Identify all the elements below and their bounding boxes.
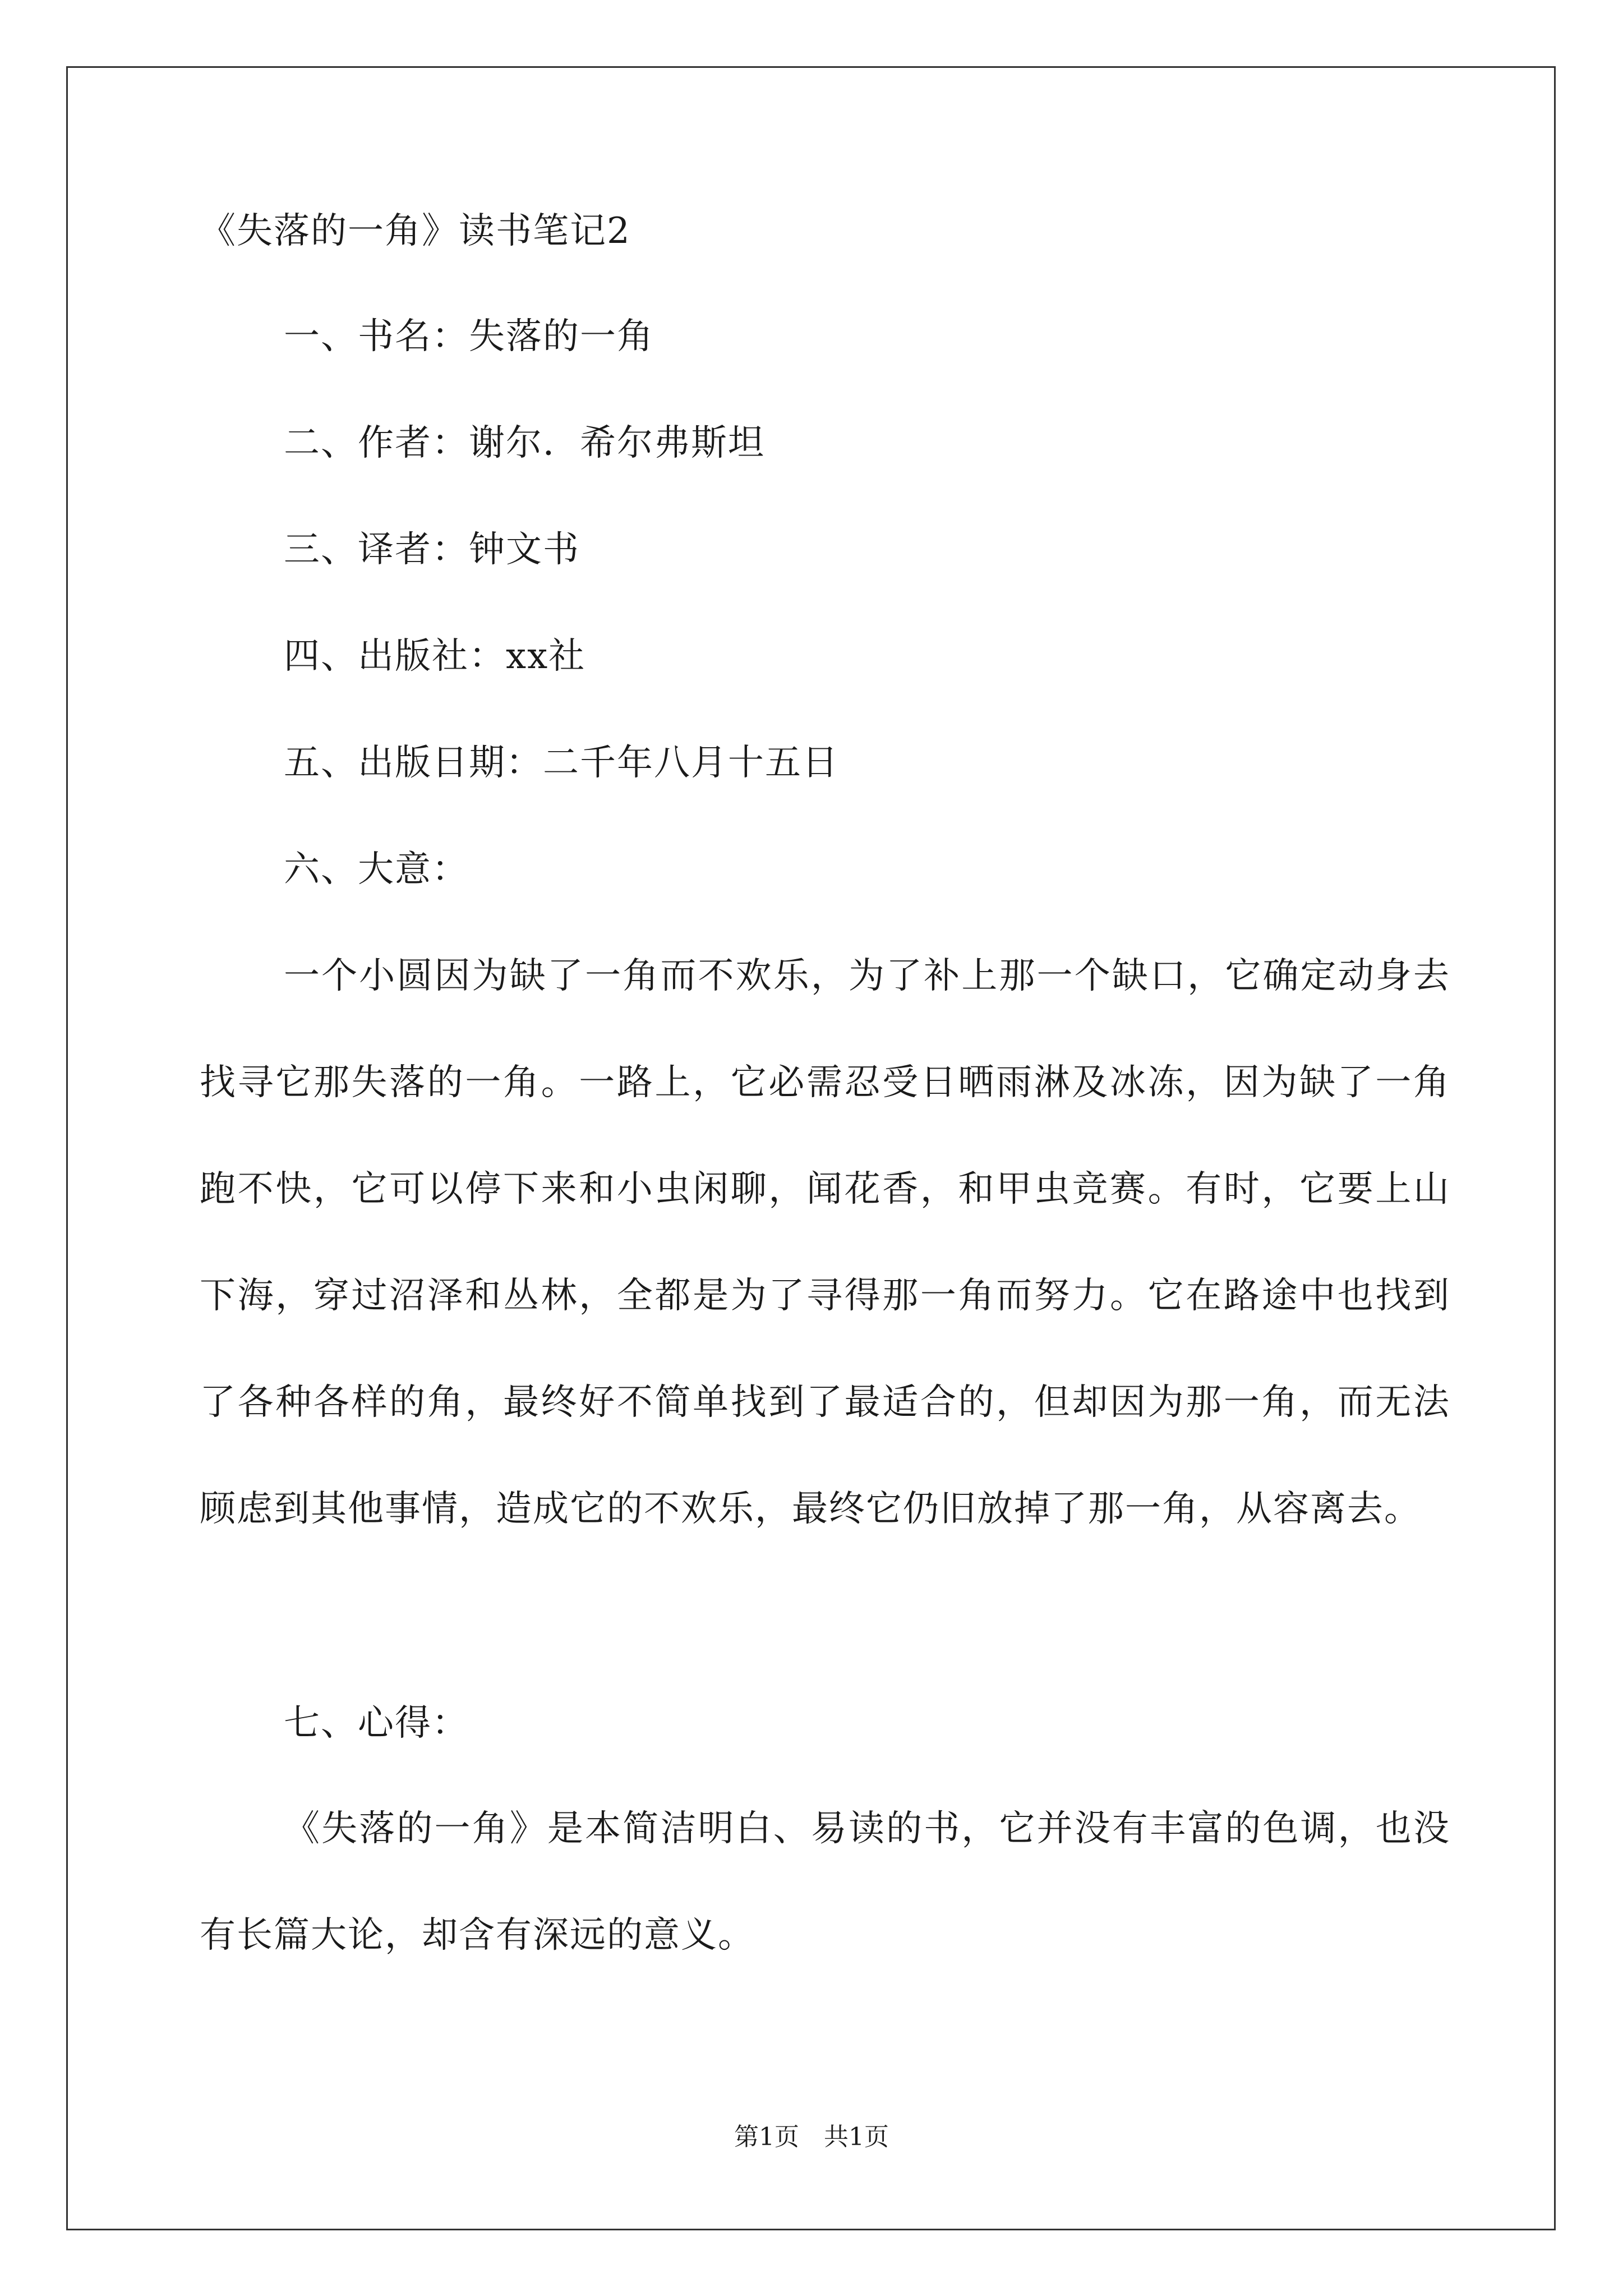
item-translator: 三、译者：钟文书	[284, 529, 580, 570]
item-publisher: 四、出版社：xx社	[284, 636, 586, 677]
summary-paragraph: 一个小圆因为缺了一角而不欢乐，为了补上那一个缺口，它确定动身去找寻它那失落的一角。一路上，它必需忍受日晒雨淋及冰冻，因为缺了一角跑不快，它可以停下来和小虫闲聊，闻花香，和甲虫竞赛。有时，它要上山下海，穿过沼泽和丛林，全都是为了寻得那一角而努力。它在路途中也找到了各种各样的角，最终好不简单找到了最适合的，但却因为那一角，而无法顾虑到其他事情，造成它的不欢乐，最终它仍旧放掉了那一角，从容离去。	[200, 955, 1450, 1530]
item-book-name: 一、书名：失落的一角	[284, 316, 654, 357]
reflection-paragraph: 《失落的一角》是本简洁明白、易读的书，它并没有丰富的色调，也没有长篇大论，却含有深远的意义。	[200, 1808, 1450, 1956]
item-publish-date: 五、出版日期：二千年八月十五日	[284, 742, 839, 784]
item-author: 二、作者：谢尔．希尔弗斯坦	[284, 422, 765, 464]
document-title: 《失落的一角》读书笔记2	[200, 210, 631, 252]
reflection-heading: 七、心得：	[284, 1703, 469, 1744]
page-number-footer: 第1页 共1页	[734, 2123, 889, 2151]
item-summary-heading: 六、大意：	[284, 849, 469, 890]
